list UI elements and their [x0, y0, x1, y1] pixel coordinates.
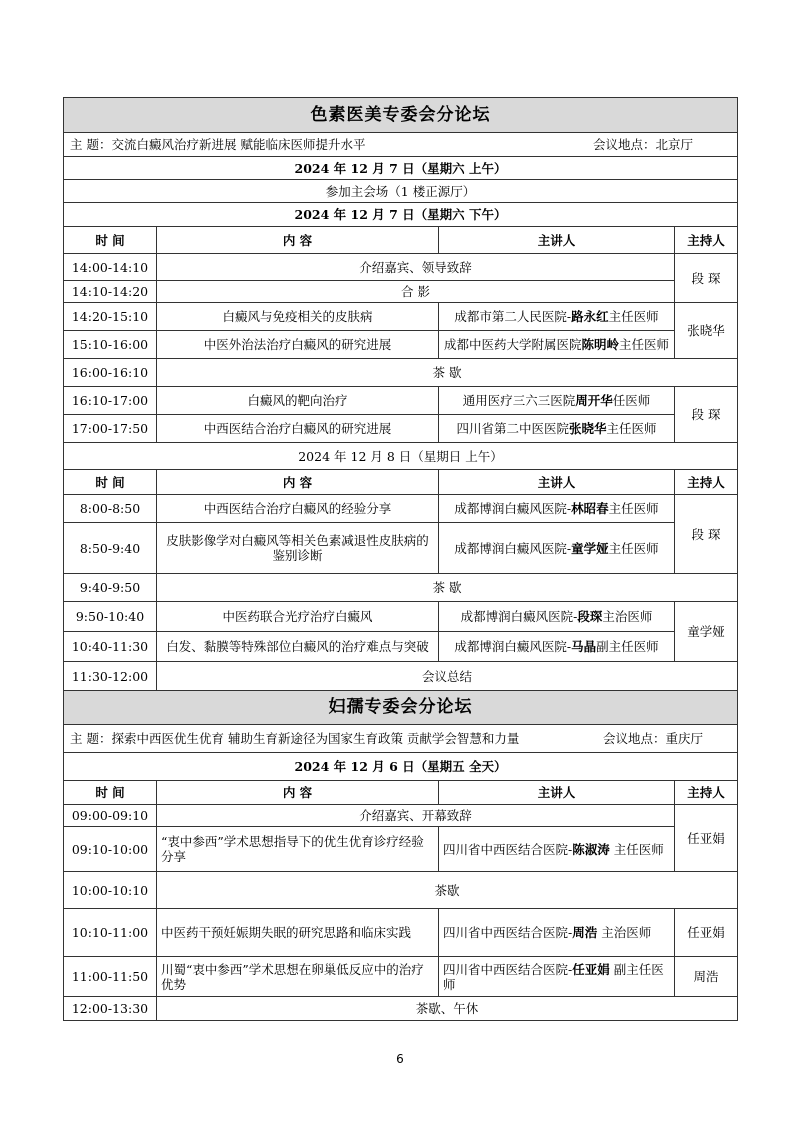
section1-date-day2: 2024 年 12 月 8 日（星期日 上午） [64, 443, 738, 470]
speaker-cell [439, 523, 675, 574]
host-cell: 任亚娟 [675, 909, 738, 957]
speaker-title: 主任医师 [608, 501, 659, 516]
time-cell: 10:40-11:30 [64, 632, 157, 662]
speaker-name: 任亚娟 [572, 961, 610, 977]
speaker-title: 主治医师 [602, 609, 653, 624]
header-content: 内 容 [157, 781, 439, 805]
section2-theme-label: 主 题： [70, 731, 112, 746]
speaker-title: 主任医师 [606, 421, 657, 436]
header-host: 主持人 [675, 781, 738, 805]
section1-location: 会议地点：北京厅 [592, 137, 693, 152]
content-cell: 中医外治法治疗白癜风的研究进展 [157, 331, 439, 359]
speaker-title: 任医师 [612, 393, 651, 408]
host-cell: 任亚娟 [675, 805, 738, 872]
section2-title: 妇孺专委会分论坛 [64, 691, 738, 725]
speaker-cell [439, 632, 675, 662]
speaker-org: 四川省中西医结合医院- [443, 925, 573, 940]
section2-theme-row [64, 725, 738, 753]
speaker-name: 马晶 [571, 639, 597, 654]
speaker-cell [439, 331, 675, 359]
speaker-org: 成都中医药大学附属医院 [443, 337, 582, 352]
speaker-name: 童学娅 [571, 540, 609, 556]
section2-date: 2024 年 12 月 6 日（星期五 全天） [64, 753, 738, 781]
speaker-cell [439, 387, 675, 415]
content-cell: 茶歇、午休 [157, 997, 738, 1021]
speaker-name: 周开华 [575, 393, 613, 408]
content-cell: “衷中参西”学术思想指导下的优生优育诊疗经验分享 [157, 827, 439, 872]
host-cell: 童学娅 [675, 602, 738, 662]
time-cell: 16:10-17:00 [64, 387, 157, 415]
time-cell: 17:00-17:50 [64, 415, 157, 443]
section1-theme-label: 主 题： [70, 137, 112, 152]
content-cell: 中医药干预妊娠期失眠的研究思路和临床实践 [157, 909, 439, 957]
table-row [64, 662, 738, 691]
content-cell: 茶 歇 [157, 359, 738, 387]
table-row [64, 602, 738, 632]
time-cell: 12:00-13:30 [64, 997, 157, 1021]
speaker-name: 周浩 [572, 925, 598, 940]
time-cell: 14:10-14:20 [64, 281, 157, 303]
host-cell: 周浩 [675, 957, 738, 997]
table-row [64, 281, 738, 303]
speaker-title: 主任医师 [608, 540, 659, 556]
speaker-cell [439, 495, 675, 523]
section1-date-pm: 2024 年 12 月 7 日（星期六 下午） [64, 203, 738, 227]
table-row [64, 574, 738, 602]
time-cell: 8:50-9:40 [64, 523, 157, 574]
content-cell: 介绍嘉宾、开幕致辞 [157, 805, 675, 827]
speaker-org: 成都博润白癜风医院- [460, 609, 578, 624]
time-cell: 11:00-11:50 [64, 957, 157, 997]
time-cell: 9:40-9:50 [64, 574, 157, 602]
table-row [64, 957, 738, 997]
table-row [64, 827, 738, 872]
table-row [64, 254, 738, 281]
content-cell: 白癜风的靶向治疗 [157, 387, 439, 415]
speaker-name: 林昭春 [571, 501, 609, 516]
content-cell: 白癜风与免疫相关的皮肤病 [157, 303, 439, 331]
speaker-title: 主任医师 [609, 841, 664, 857]
header-host: 主持人 [675, 227, 738, 254]
host-cell: 段 琛 [675, 387, 738, 443]
time-cell: 11:30-12:00 [64, 662, 157, 691]
section1-theme-row [64, 133, 738, 157]
table-row [64, 632, 738, 662]
table-row [64, 805, 738, 827]
content-cell: 中西医结合治疗白癜风的经验分享 [157, 495, 439, 523]
table-row [64, 387, 738, 415]
content-cell: 会议总结 [157, 662, 738, 691]
host-cell: 段 琛 [675, 495, 738, 574]
time-cell: 10:10-11:00 [64, 909, 157, 957]
header-content: 内 容 [157, 227, 439, 254]
time-cell: 8:00-8:50 [64, 495, 157, 523]
table-row [64, 997, 738, 1021]
speaker-org: 成都博润白癜风医院- [454, 501, 572, 516]
section2-theme-text: 探索中西医优生优育 辅助生育新途径为国家生育政策 贡献学会智慧和力量 [111, 731, 520, 746]
content-cell: 皮肤影像学对白癜风等相关色素减退性皮肤病的鉴别诊断 [157, 523, 439, 574]
table-row [64, 523, 738, 574]
section1-main-venue: 参加主会场（1 楼正源厅） [64, 180, 738, 203]
header-content: 内 容 [157, 470, 439, 495]
table-row [64, 303, 738, 331]
speaker-org: 四川省中西医结合医院- [443, 841, 573, 857]
speaker-title: 主任医师 [608, 309, 659, 324]
speaker-org: 成都博润白癜风医院- [454, 540, 572, 556]
table-row [64, 495, 738, 523]
table-row [64, 872, 738, 909]
speaker-title: 副主任医师 [596, 639, 659, 654]
speaker-org: 四川省第二中医医院 [456, 421, 569, 436]
time-cell: 14:20-15:10 [64, 303, 157, 331]
table-row [64, 359, 738, 387]
page-number: 6 [396, 1052, 404, 1066]
speaker-title: 主任医师 [619, 337, 670, 352]
speaker-cell [439, 827, 675, 872]
host-cell: 张晓华 [675, 303, 738, 359]
header-time: 时 间 [64, 227, 157, 254]
time-cell: 9:50-10:40 [64, 602, 157, 632]
speaker-name: 路永红 [571, 309, 609, 324]
speaker-cell [439, 957, 675, 997]
content-cell: 中西医结合治疗白癜风的研究进展 [157, 415, 439, 443]
section1-date-am: 2024 年 12 月 7 日（星期六 上午） [64, 157, 738, 180]
speaker-org: 四川省中西医结合医院- [443, 961, 573, 977]
content-cell: 茶歇 [157, 872, 738, 909]
content-cell: 中医药联合光疗治疗白癜风 [157, 602, 439, 632]
speaker-org: 成都博润白癜风医院- [454, 639, 572, 654]
header-time: 时 间 [64, 470, 157, 495]
time-cell: 14:00-14:10 [64, 254, 157, 281]
time-cell: 15:10-16:00 [64, 331, 157, 359]
speaker-name: 段琛 [577, 609, 603, 624]
speaker-cell [439, 602, 675, 632]
content-cell: 合 影 [157, 281, 675, 303]
header-host: 主持人 [675, 470, 738, 495]
speaker-name: 张晓华 [568, 421, 607, 436]
host-cell: 段 琛 [675, 254, 738, 303]
content-cell: 川蜀“衷中参西”学术思想在卵巢低反应中的治疗优势 [157, 957, 439, 997]
content-cell: 白发、黏膜等特殊部位白癜风的治疗难点与突破 [157, 632, 439, 662]
speaker-cell [439, 415, 675, 443]
table-row [64, 415, 738, 443]
header-speaker: 主讲人 [439, 781, 675, 805]
time-cell: 16:00-16:10 [64, 359, 157, 387]
content-cell: 茶 歇 [157, 574, 738, 602]
time-cell: 10:00-10:10 [64, 872, 157, 909]
speaker-cell [439, 303, 675, 331]
schedule-table [63, 97, 738, 1021]
speaker-org: 通用医疗三六三医院 [462, 393, 576, 408]
speaker-cell [439, 909, 675, 957]
time-cell: 09:10-10:00 [64, 827, 157, 872]
header-time: 时 间 [64, 781, 157, 805]
speaker-title: 主治医师 [597, 925, 652, 940]
speaker-org: 成都市第二人民医院- [454, 309, 572, 324]
speaker-title: 副主任医师 [443, 961, 664, 992]
section1-title: 色素医美专委会分论坛 [64, 98, 738, 133]
table-row [64, 331, 738, 359]
header-speaker: 主讲人 [439, 470, 675, 495]
time-cell: 09:00-09:10 [64, 805, 157, 827]
section2-location: 会议地点：重庆厅 [602, 731, 703, 746]
section1-theme-text: 交流白癜风治疗新进展 赋能临床医师提升水平 [111, 137, 366, 152]
speaker-name: 陈明岭 [581, 337, 619, 352]
header-speaker: 主讲人 [439, 227, 675, 254]
speaker-name: 陈淑涛 [572, 841, 610, 857]
table-row [64, 909, 738, 957]
content-cell: 介绍嘉宾、领导致辞 [157, 254, 675, 281]
